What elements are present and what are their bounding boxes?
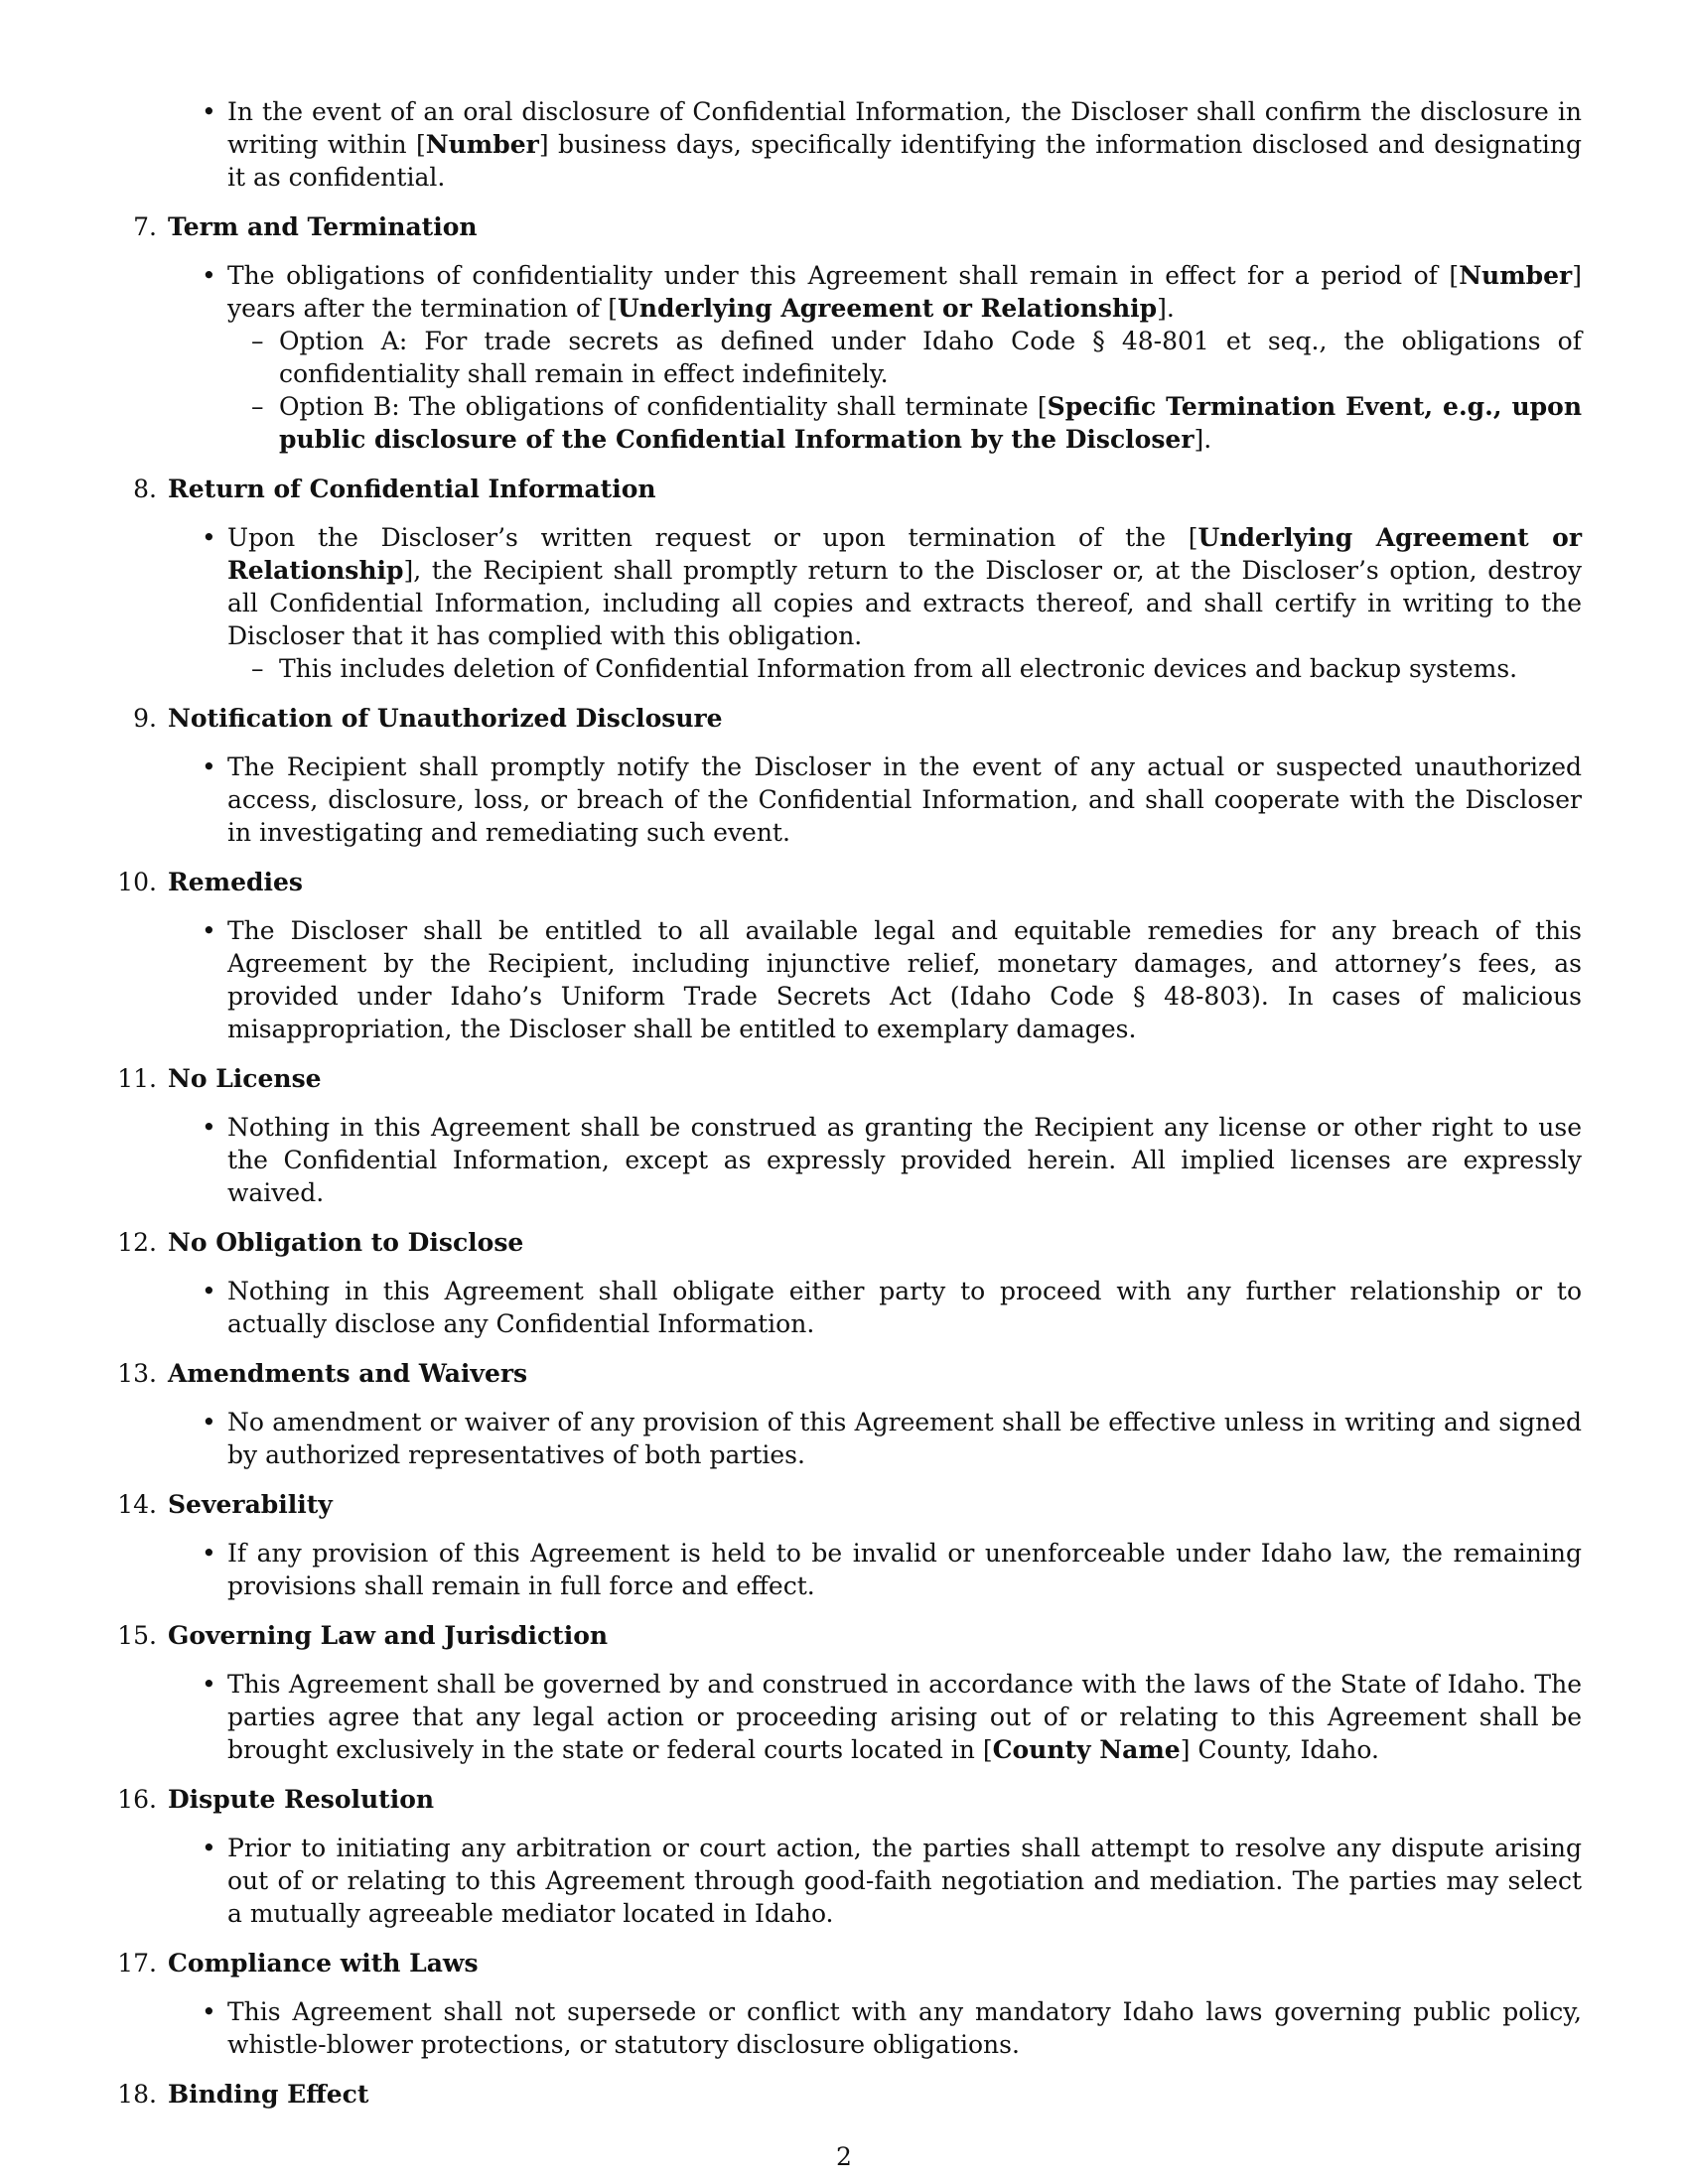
bullet-no-license: • Nothing in this Agreement shall be construed as granting the Recipient any license or other right to use the Confidential Information, except as expressly provided herein. All implied licenses are expressly waived.	[227, 1111, 1582, 1209]
section-title: Amendments and Waivers	[168, 1359, 528, 1388]
placeholder-termination-event: Specific Termination Event, e.g., upon public disclosure of the Confidential Information by the Discloser	[279, 392, 1582, 454]
section-number: 12.	[117, 1228, 157, 1257]
placeholder-county-name: County Name	[992, 1735, 1181, 1764]
placeholder-underlying-agreement: Underlying Agreement or Relationship	[227, 523, 1582, 585]
section-number: 18.	[117, 2080, 157, 2109]
document-body	[0, 95, 1688, 2126]
section-number: 7.	[133, 212, 157, 241]
section-title: Dispute Resolution	[168, 1785, 435, 1814]
section-heading-13	[117, 1357, 1688, 1390]
section-number: 8.	[133, 475, 157, 503]
bullet-no-obligation: • Nothing in this Agreement shall obligate either party to proceed with any further relationship or to actually disclose any Confidential Information.	[227, 1275, 1582, 1340]
section-heading-16	[117, 1783, 1688, 1816]
section-title: Notification of Unauthorized Disclosure	[168, 704, 723, 733]
placeholder-number: Number	[425, 130, 539, 159]
text-fragment: Option B: The obligations of confidentiality shall terminate [	[279, 392, 1048, 421]
bullet-notification: • The Recipient shall promptly notify the Discloser in the event of any actual or suspected unauthorized access, disclosure, loss, or breach of the Confidential Information, and shall cooperate with the Discloser in investigating and remediating such event.	[227, 751, 1582, 849]
bullet-term-period	[227, 259, 1582, 325]
text-fragment: ].	[1157, 294, 1175, 323]
section-title: Severability	[168, 1490, 333, 1519]
text-fragment: ], the Recipient shall promptly return to the Discloser or, at the Discloser’s option, destroy all Confidential Information, including all copies and extracts thereof, and shall certify in writing to the Discloser that it has complied with this obligation.	[227, 556, 1582, 650]
section-heading-17	[117, 1947, 1688, 1979]
section-heading-9	[133, 702, 1688, 735]
section-number: 9.	[133, 704, 157, 733]
section-number: 17.	[117, 1949, 157, 1978]
option-b	[279, 390, 1582, 456]
section-heading-8	[133, 473, 1688, 505]
section-heading-18	[117, 2078, 1688, 2111]
text-fragment: ] years after the termination of [	[227, 261, 1582, 323]
bullet-oral-disclosure	[227, 95, 1582, 194]
section-number: 10.	[117, 868, 157, 896]
sub-item-deletion: – This includes deletion of Confidential Information from all electronic devices and backup systems.	[279, 652, 1582, 685]
section-heading-14	[117, 1488, 1688, 1521]
placeholder-underlying-agreement: Underlying Agreement or Relationship	[617, 294, 1158, 323]
page-number: 2	[836, 2142, 852, 2171]
section-heading-10	[117, 866, 1688, 898]
section-title: No Obligation to Disclose	[168, 1228, 524, 1257]
text-fragment: ] County, Idaho.	[1180, 1735, 1379, 1764]
section-title: Compliance with Laws	[168, 1949, 479, 1978]
text-fragment: In the event of an oral disclosure of Confidential Information, the Discloser shall confirm the disclosure in writing within [	[227, 97, 1582, 159]
bullet-remedies: • The Discloser shall be entitled to all available legal and equitable remedies for any breach of this Agreement by the Recipient, including injunctive relief, monetary damages, and attorney’s fees, as provided under Idaho’s Uniform Trade Secrets Act (Idaho Code § 48-803). In cases of malicious misappropriation, the Discloser shall be entitled to exemplary damages.	[227, 914, 1582, 1045]
bullet-governing-law	[227, 1668, 1582, 1766]
option-a: – Option A: For trade secrets as defined under Idaho Code § 48-801 et seq., the obligations of confidentiality shall remain in effect indefinitely.	[279, 325, 1582, 390]
section-title: Binding Effect	[168, 2080, 369, 2109]
text-fragment: ] business days, specifically identifying the information disclosed and designating it as confidential.	[227, 130, 1582, 192]
placeholder-number: Number	[1459, 261, 1573, 290]
text-fragment: The obligations of confidentiality under this Agreement shall remain in effect for a period of [	[227, 261, 1460, 290]
section-heading-11	[117, 1062, 1688, 1095]
section-heading-12	[117, 1226, 1688, 1259]
bullet-severability: • If any provision of this Agreement is held to be invalid or unenforceable under Idaho law, the remaining provisions shall remain in full force and effect.	[227, 1537, 1582, 1602]
bullet-dispute-resolution: • Prior to initiating any arbitration or court action, the parties shall attempt to resolve any dispute arising out of or relating to this Agreement through good-faith negotiation and mediation. The parties may select a mutually agreeable mediator located in Idaho.	[227, 1832, 1582, 1930]
section-number: 13.	[117, 1359, 157, 1388]
section-title: No License	[168, 1064, 322, 1093]
section-heading-7	[133, 210, 1688, 243]
section-title: Term and Termination	[168, 212, 478, 241]
bullet-compliance: • This Agreement shall not supersede or conflict with any mandatory Idaho laws governing public policy, whistle-blower protections, or statutory disclosure obligations.	[227, 1995, 1582, 2061]
section-title: Governing Law and Jurisdiction	[168, 1621, 609, 1650]
section-number: 11.	[117, 1064, 157, 1093]
bullet-return-info	[227, 521, 1582, 652]
section-heading-15	[117, 1619, 1688, 1652]
text-fragment: Upon the Discloser’s written request or upon termination of the [	[227, 523, 1198, 552]
section-number: 14.	[117, 1490, 157, 1519]
section-number: 16.	[117, 1785, 157, 1814]
section-title: Return of Confidential Information	[168, 475, 656, 503]
text-fragment: ].	[1194, 425, 1212, 454]
section-title: Remedies	[168, 868, 303, 896]
section-number: 15.	[117, 1621, 157, 1650]
text-fragment: This Agreement shall be governed by and construed in accordance with the laws of the State of Idaho. The parties agree that any legal action or proceeding arising out of or relating to this Agreement shall be brought exclusively in the state or federal courts located in [	[227, 1670, 1582, 1764]
bullet-amendments: • No amendment or waiver of any provision of this Agreement shall be effective unless in writing and signed by authorized representatives of both parties.	[227, 1406, 1582, 1471]
